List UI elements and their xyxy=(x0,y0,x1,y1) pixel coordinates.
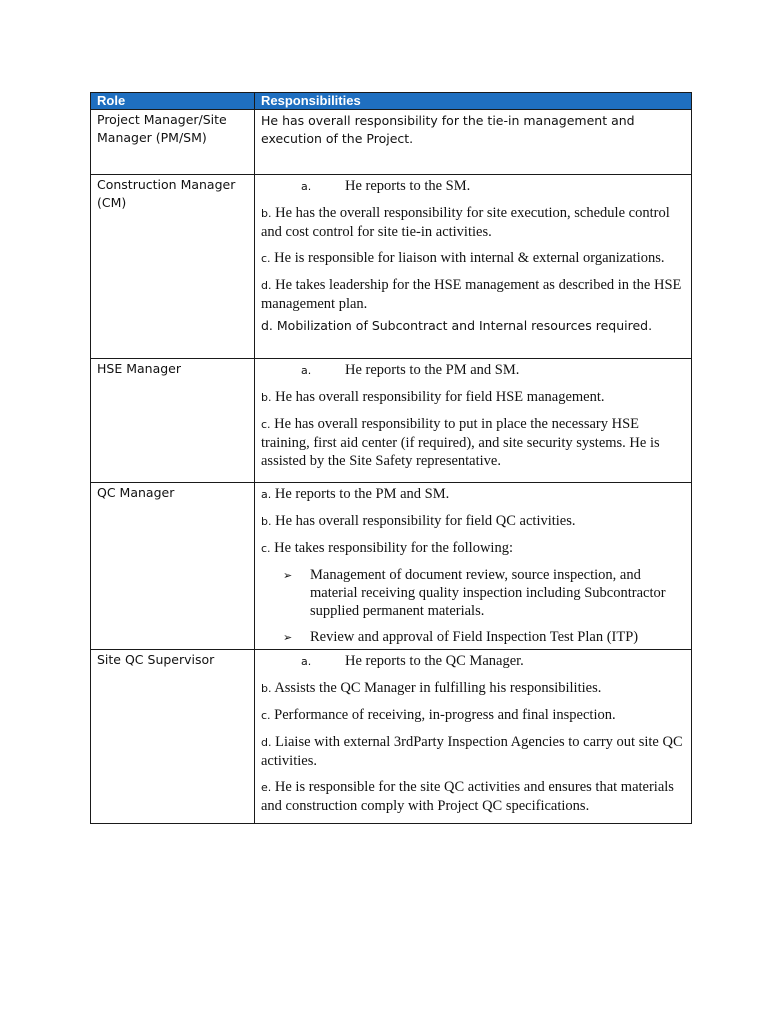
arrow-bullet-icon: ➢ xyxy=(283,569,293,582)
item-text: He has overall responsibility for field QC activities. xyxy=(275,513,576,529)
item-text: He takes responsibility for the following: xyxy=(274,540,513,556)
item-text: He has the overall responsibility for site execution, schedule control and cost control for site tie-in activities. xyxy=(261,205,670,240)
item-label: b. xyxy=(261,391,272,404)
item-text: He reports to the PM and SM. xyxy=(274,486,450,502)
item-label: c. xyxy=(261,709,271,722)
cm-item-a xyxy=(261,177,685,196)
item-text: He is responsible for the site QC activities and ensures that materials and construction comply with Project QC specifications. xyxy=(261,779,674,814)
item-text: He is responsible for liaison with internal & external organizations. xyxy=(274,250,665,266)
item-label: a. xyxy=(301,655,312,668)
item-label: d. xyxy=(261,279,272,292)
table-row xyxy=(91,483,692,650)
item-text: He has overall responsibility to put in place the necessary HSE training, first aid center (if required), and site security systems. He is assisted by the Site Safety representative. xyxy=(261,416,660,469)
cm-item-b xyxy=(261,204,685,241)
item-text: He reports to the SM. xyxy=(345,178,471,194)
responsibility-cell xyxy=(255,175,692,359)
role-cell: QC Manager xyxy=(91,483,255,650)
header-role: Role xyxy=(91,93,255,110)
role-cell: Project Manager/Site Manager (PM/SM) xyxy=(91,110,255,175)
sqc-item-c xyxy=(261,706,685,725)
responsibility-cell xyxy=(255,110,692,175)
table-row xyxy=(91,110,692,175)
bullet-text: Management of document review, source inspection, and material receiving quality inspection including Subcontractor supplied permanent materials. xyxy=(310,567,666,619)
table-row xyxy=(91,650,692,824)
item-label: a. xyxy=(261,488,272,501)
item-text: Assists the QC Manager in fulfilling his responsibilities. xyxy=(274,680,602,696)
qc-bullet xyxy=(261,628,685,647)
role-cell: HSE Manager xyxy=(91,359,255,483)
item-text: He takes leadership for the HSE management as described in the HSE management plan. xyxy=(261,277,682,312)
item-text: Liaise with external 3rdParty Inspection Agencies to carry out site QC activities. xyxy=(261,734,683,769)
sqc-item-b xyxy=(261,679,685,698)
bullet-text: Review and approval of Field Inspection Test Plan (ITP) xyxy=(310,629,639,645)
item-text: Performance of receiving, in-progress and final inspection. xyxy=(274,707,616,723)
responsibility-cell xyxy=(255,359,692,483)
roles-table xyxy=(90,92,692,824)
item-label: a. xyxy=(301,180,312,193)
cm-item-c xyxy=(261,249,685,268)
qc-item-b xyxy=(261,512,685,531)
cm-item-d xyxy=(261,276,685,313)
item-label: a. xyxy=(301,364,312,377)
item-text: He reports to the QC Manager. xyxy=(345,653,524,669)
table-row xyxy=(91,175,692,359)
qc-item-c xyxy=(261,539,685,558)
pm-text: He has overall responsibility for the tie-in management and execution of the Project. xyxy=(261,113,635,146)
header-row xyxy=(91,93,692,110)
item-text: He reports to the PM and SM. xyxy=(345,362,520,378)
sqc-item-e xyxy=(261,778,685,815)
item-text: He has overall responsibility for field HSE management. xyxy=(275,389,605,405)
qc-bullet xyxy=(261,566,685,620)
header-responsibilities: Responsibilities xyxy=(255,93,692,110)
responsibility-cell xyxy=(255,483,692,650)
role-cell: Construction Manager (CM) xyxy=(91,175,255,359)
item-label: b. xyxy=(261,682,272,695)
item-label: c. xyxy=(261,542,271,555)
item-label: b. xyxy=(261,207,272,220)
arrow-bullet-icon: ➢ xyxy=(283,631,293,644)
item-label: b. xyxy=(261,515,272,528)
hse-item-a xyxy=(261,361,685,380)
item-label: c. xyxy=(261,418,271,431)
hse-item-c xyxy=(261,415,685,470)
item-label: d. xyxy=(261,736,272,749)
sqc-item-d xyxy=(261,733,685,770)
responsibility-cell xyxy=(255,650,692,824)
table-row xyxy=(91,359,692,483)
hse-item-b xyxy=(261,388,685,407)
item-label: c. xyxy=(261,252,271,265)
item-label: e. xyxy=(261,781,272,794)
sqc-item-a xyxy=(261,652,685,671)
cm-item-d-mobilization: d. Mobilization of Subcontract and Internal resources required. xyxy=(261,318,653,333)
role-cell: Site QC Supervisor xyxy=(91,650,255,824)
qc-item-a xyxy=(261,485,685,504)
